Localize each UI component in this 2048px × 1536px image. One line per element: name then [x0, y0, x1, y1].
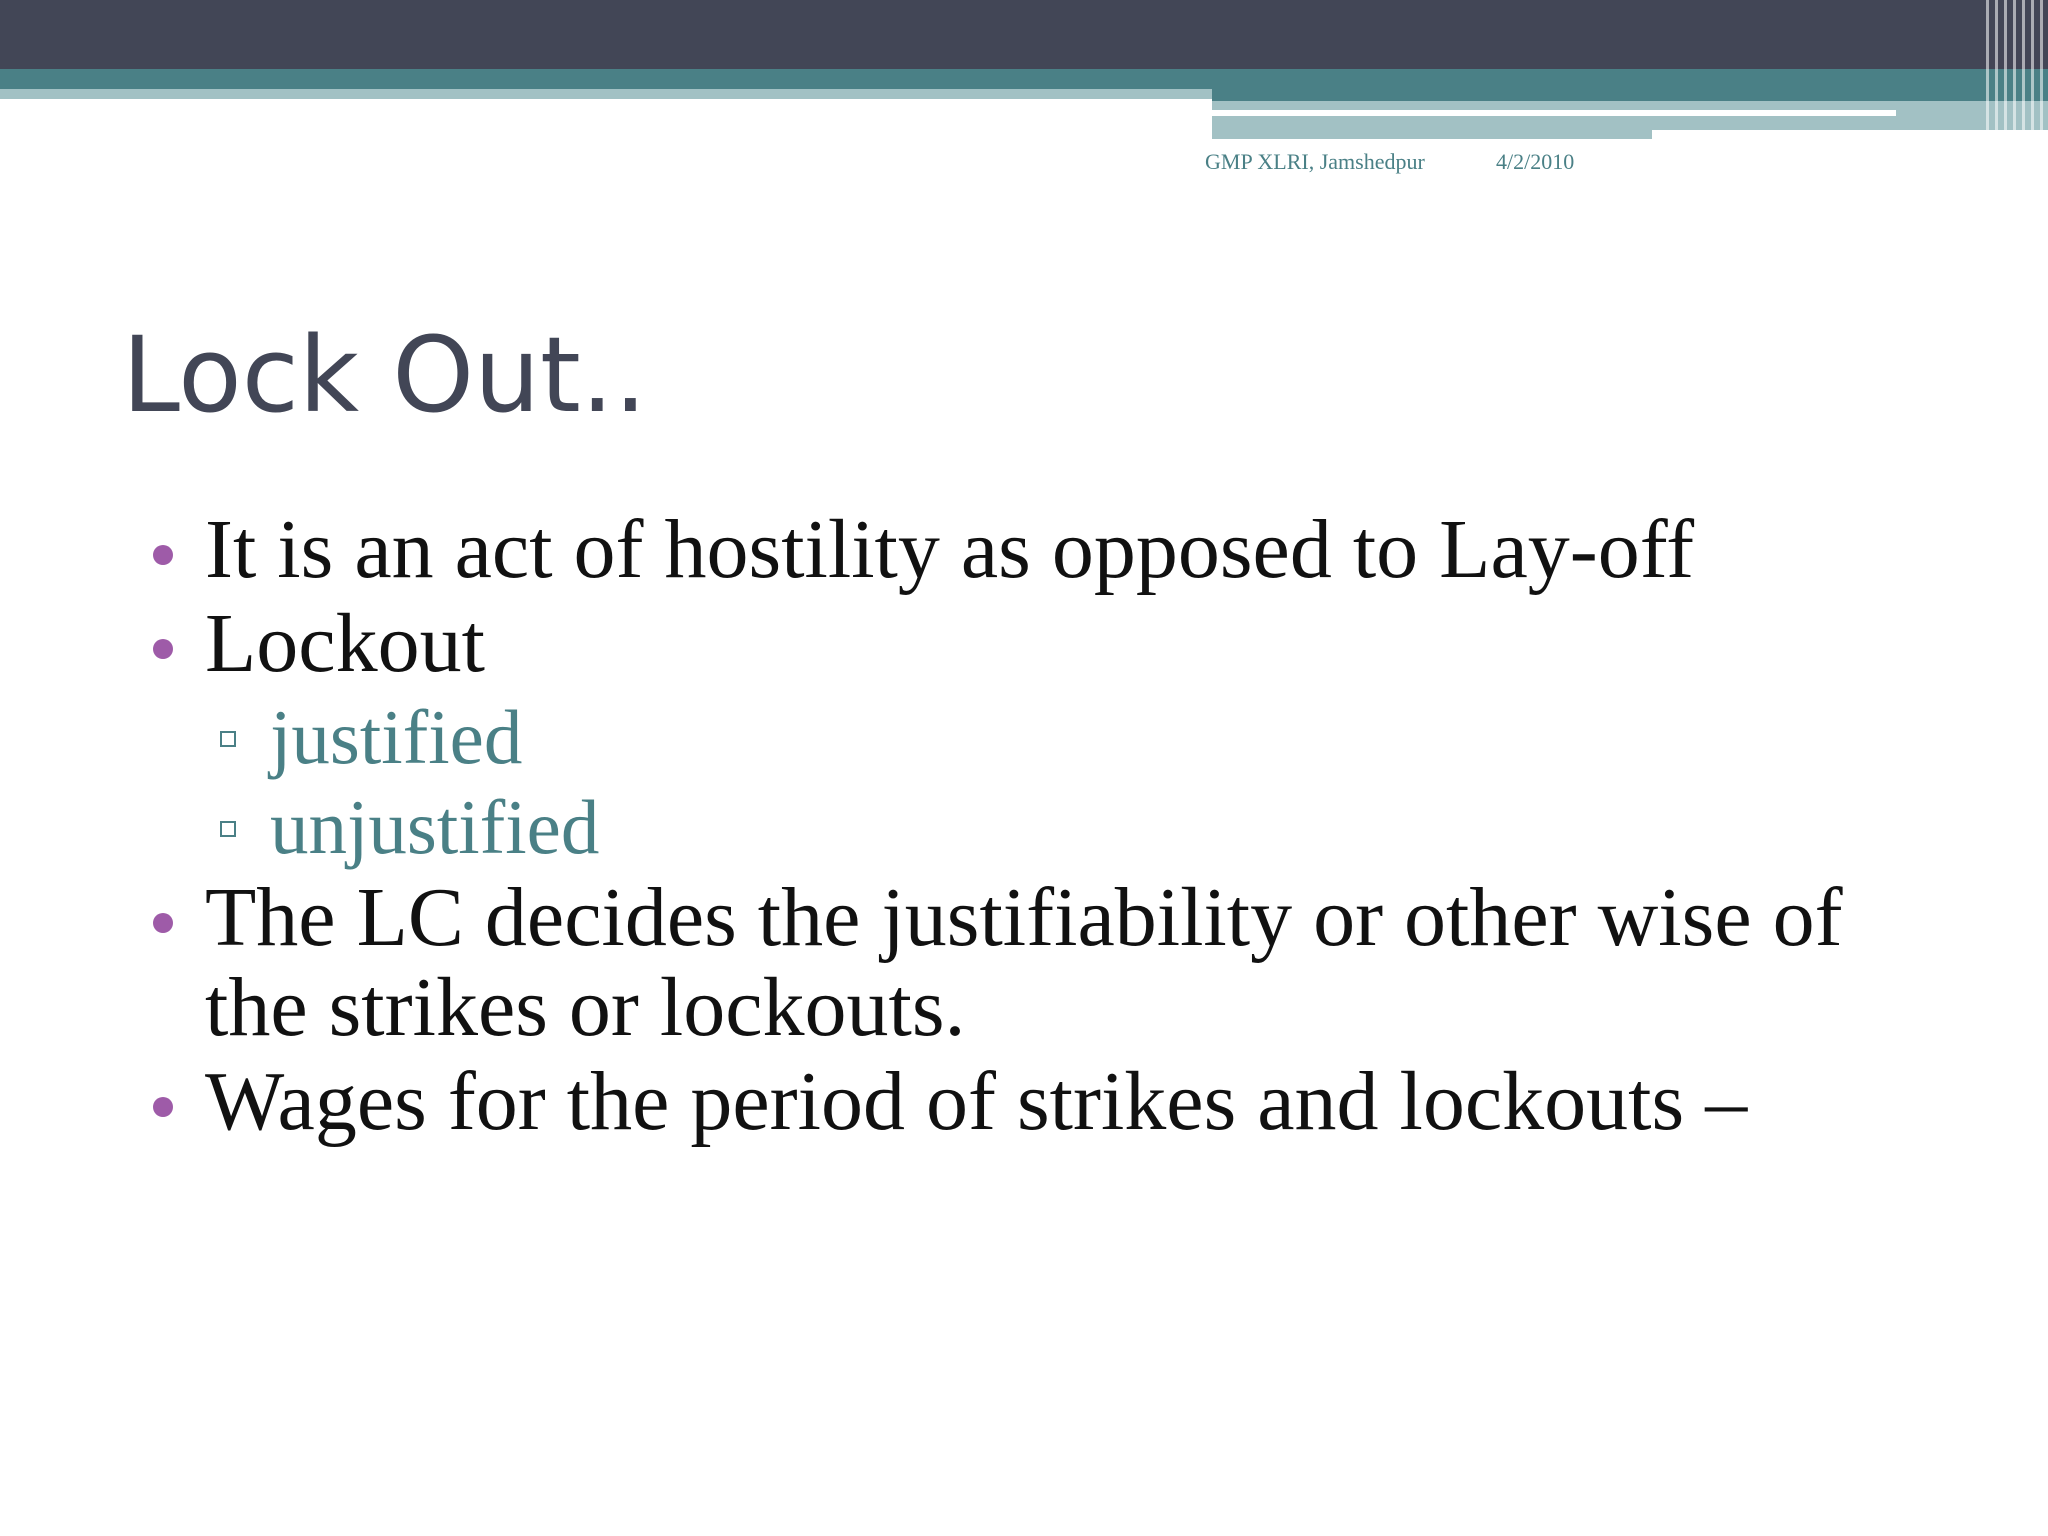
header-date: 4/2/2010 [1496, 149, 1575, 174]
header-organization: GMP XLRI, Jamshedpur [1205, 149, 1425, 174]
bullet-text: Wages for the period of strikes and lockouts – [205, 1055, 1748, 1148]
sub-bullet-text: unjustified [270, 784, 600, 870]
square-bullet-icon [220, 821, 236, 837]
bullet-dot-icon [153, 1097, 173, 1117]
square-bullet-icon [220, 731, 236, 747]
bullet-dot-icon [153, 545, 173, 565]
sub-bullet-item [150, 693, 1920, 781]
bullet-dot-icon [153, 639, 173, 659]
sub-bullet-text: justified [270, 694, 523, 780]
sub-bullet-item [150, 783, 1920, 871]
header-band-light-left [0, 89, 1212, 99]
bullet-dot-icon [153, 913, 173, 933]
slide-body [150, 505, 1920, 1151]
bullet-item [150, 505, 1920, 595]
bullet-item [150, 873, 1920, 1053]
bullet-text: It is an act of hostility as opposed to Lay-off [205, 503, 1695, 596]
bullet-text: The LC decides the justifiability or other wise of the strikes or lockouts. [205, 871, 1843, 1054]
slide-title: Lock Out.. [122, 314, 647, 436]
bullet-item [150, 599, 1920, 689]
bullet-item [150, 1057, 1920, 1147]
header-stripes [1986, 0, 2048, 139]
header-band-teal-right [1212, 69, 2048, 101]
bullet-text: Lockout [205, 597, 485, 690]
header-band-teal-left [0, 69, 1212, 89]
header-band-dark [0, 0, 2048, 69]
header-accent-line [1212, 110, 1896, 116]
